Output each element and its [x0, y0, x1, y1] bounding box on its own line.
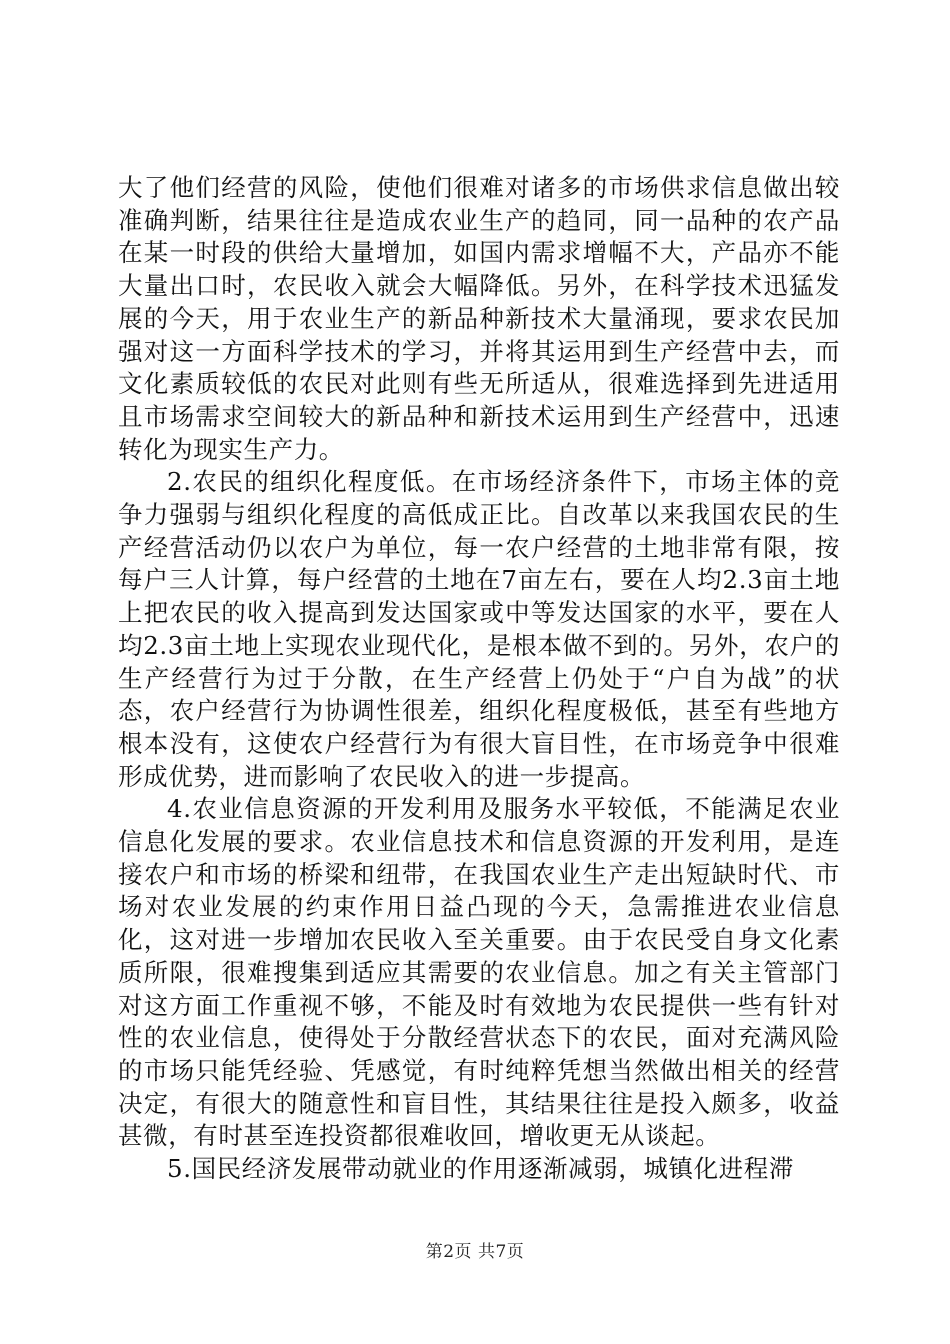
page-number: 第2页 共7页 — [425, 1242, 525, 1262]
document-body — [118, 172, 840, 1186]
paragraph-item-2: 2.农民的组织化程度低。在市场经济条件下，市场主体的竞争力强弱与组织化程度的高低成正比。自改革以来我国农民的生产经营活动仍以农户为单位，每一农户经营的土地非常有限，按每户三人计算，每户经营的土地在7亩左右，要在人均2.3亩土地上把农民的收入提高到发达国家或中等发达国家的水平，要在人均2.3亩土地上实现农业现代化，是根本做不到的。另外，农户的生产经营行为过于分散，在生产经营上仍处于“户自为战”的状态，农户经营行为协调性很差，组织化程度极低，甚至有些地方根本没有，这使农户经营行为有很大盲目性，在市场竞争中很难形成优势，进而影响了农民收入的进一步提高。 — [118, 467, 840, 791]
paragraph-item-4: 4.农业信息资源的开发利用及服务水平较低，不能满足农业信息化发展的要求。农业信息技术和信息资源的开发利用，是连接农户和市场的桥梁和纽带，在我国农业生产走出短缺时代、市场对农业发展的约束作用日益凸现的今天，急需推进农业信息化，这对进一步增加农民收入至关重要。由于农民受自身文化素质所限，很难搜集到适应其需要的农业信息。加之有关主管部门对这方面工作重视不够，不能及时有效地为农民提供一些有针对性的农业信息，使得处于分散经营状态下的农民，面对充满风险的市场只能凭经验、凭感觉，有时纯粹凭想当然做出相关的经营决定，有很大的随意性和盲目性，其结果往往是投入颇多，收益甚微，有时甚至连投资都很难收回，增收更无从谈起。 — [118, 794, 840, 1151]
page-footer — [0, 1240, 950, 1264]
paragraph-continuation: 大了他们经营的风险，使他们很难对诸多的市场供求信息做出较准确判断，结果往往是造成农业生产的趋同，同一品种的农产品在某一时段的供给大量增加，如国内需求增幅不大，产品亦不能大量出口时，农民收入就会大幅降低。另外，在科学技术迅猛发展的今天，用于农业生产的新品种新技术大量涌现，要求农民加强对这一方面科学技术的学习，并将其运用到生产经营中去，而文化素质较低的农民对此则有些无所适从，很难选择到先进适用且市场需求空间较大的新品种和新技术运用到生产经营中，迅速转化为现实生产力。 — [118, 173, 840, 464]
paragraph-item-5: 5.国民经济发展带动就业的作用逐渐减弱，城镇化进程滞 — [167, 1154, 794, 1184]
